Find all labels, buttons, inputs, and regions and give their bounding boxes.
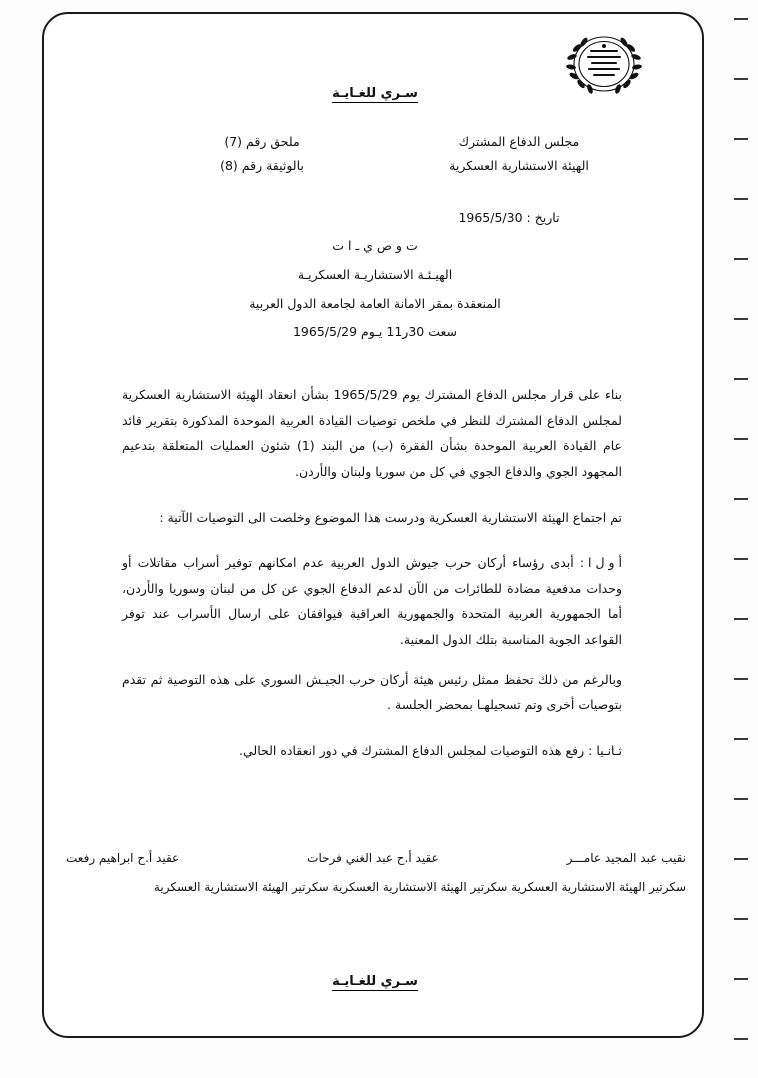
paragraph-preamble: بناء على قرار مجلس الدفاع المشترك يوم 1965/5/29 بشأن انعقاد الهيئة الاستشارية العسكرية لمجلس الدفاع المشترك للنظر في ملخص توصيات القيادة العربية الموحدة المذكورة بتقرير قائد عام القيادة العربية الموحدة بشأن الفقرة (ب) من البند (1) شئون العمليات المتعلقة بتدعيم المجهود الجوي والدفاع الجوي في كل من سوريا ولبنان والأردن. [122,387,622,479]
title-line-4: سعت 30ر11 يـوم 1965/5/29 [292,324,457,340]
signatory-roles: سكرتير الهيئة الاستشارية العسكرية سكرتير الهيئة الاستشارية العسكرية سكرتير الهيئة الاستشارية العسكرية [153,880,686,895]
classification-bottom [44,974,706,989]
header-annex [162,130,362,178]
council-line-2: الهيئة الاستشارية العسكرية [449,157,589,173]
document-title-block [44,232,706,347]
paragraph-meeting: تم اجتماع الهيئة الاستشارية العسكرية ودرست هذا الموضوع وخلصت الى التوصيات الآتية : [159,509,622,525]
scanner-edge-ticks [724,0,750,1078]
recommendation-second-text: رفع هذه التوصيات لمجلس الدفاع المشترك في دور انعقاده الحالي. [239,742,585,758]
annex-line-1: ملحق رقم (7) [224,134,300,149]
council-line-1: مجلس الدفاع المشترك [458,134,580,149]
recommendation-first [122,550,622,653]
document-content [122,382,622,778]
classification-bottom-text: سـري للغـايـة [332,974,418,989]
recommendation-second [122,738,622,764]
recommendation-reservation: وبالرغم من ذلك تحفظ ممثل رئيس هيئة أركان حرب الجيـش السوري على هذه التوصية ثم تقدم بتوصيات أخرى وتم تسجيلهـا بمحضر الجلسة . [122,671,622,713]
title-line-2: الهيـئـة الاستشاريـة العسكريـة [297,266,453,282]
signatory-name-3: عقيد أ.ح ابراهيم رفعت [66,851,180,865]
signature-block [66,846,686,900]
signatory-name-1: نقيب عبد المجيد عامـــر [566,851,686,865]
recommendation-second-label: ثـانـيا : [588,742,622,758]
classification-top [44,86,706,101]
title-line-3: المنعقدة بمقر الامانة العامة لجامعة الدول العربية [249,295,501,311]
document-date: تاريخ : 1965/5/30 [458,210,560,225]
recommendation-first-text: أبدى رؤساء أركان حرب جيوش الدول العربية عدم امكانهم توفير أسراب مقاتلات أو وحدات مدفعية مضادة للطائرات من الآن لدعم الدفاع الجوي عن كل من لبنان وسوريا والأردن، أما الجمهورية العربية المتحدة والجمهورية العراقية فيوافقان على ارسال الأسراب عند توفر القواعد الجوية المناسبة بتلك الدول المعنية. [122,555,622,647]
title-line-1: ت و ص ي ـ ا ت [332,238,418,253]
header-council [394,130,644,178]
annex-line-2: بالوثيقة رقم (8) [220,157,304,173]
document-body [44,14,706,1040]
recommendation-first-label: أ و ل ا : [579,555,622,571]
signature-names [66,846,686,871]
classification-top-text: سـري للغـايـة [332,86,418,101]
signatory-name-2: عقيد أ.ح عبد الغني فرحات [307,851,439,865]
document-frame [42,12,704,1038]
